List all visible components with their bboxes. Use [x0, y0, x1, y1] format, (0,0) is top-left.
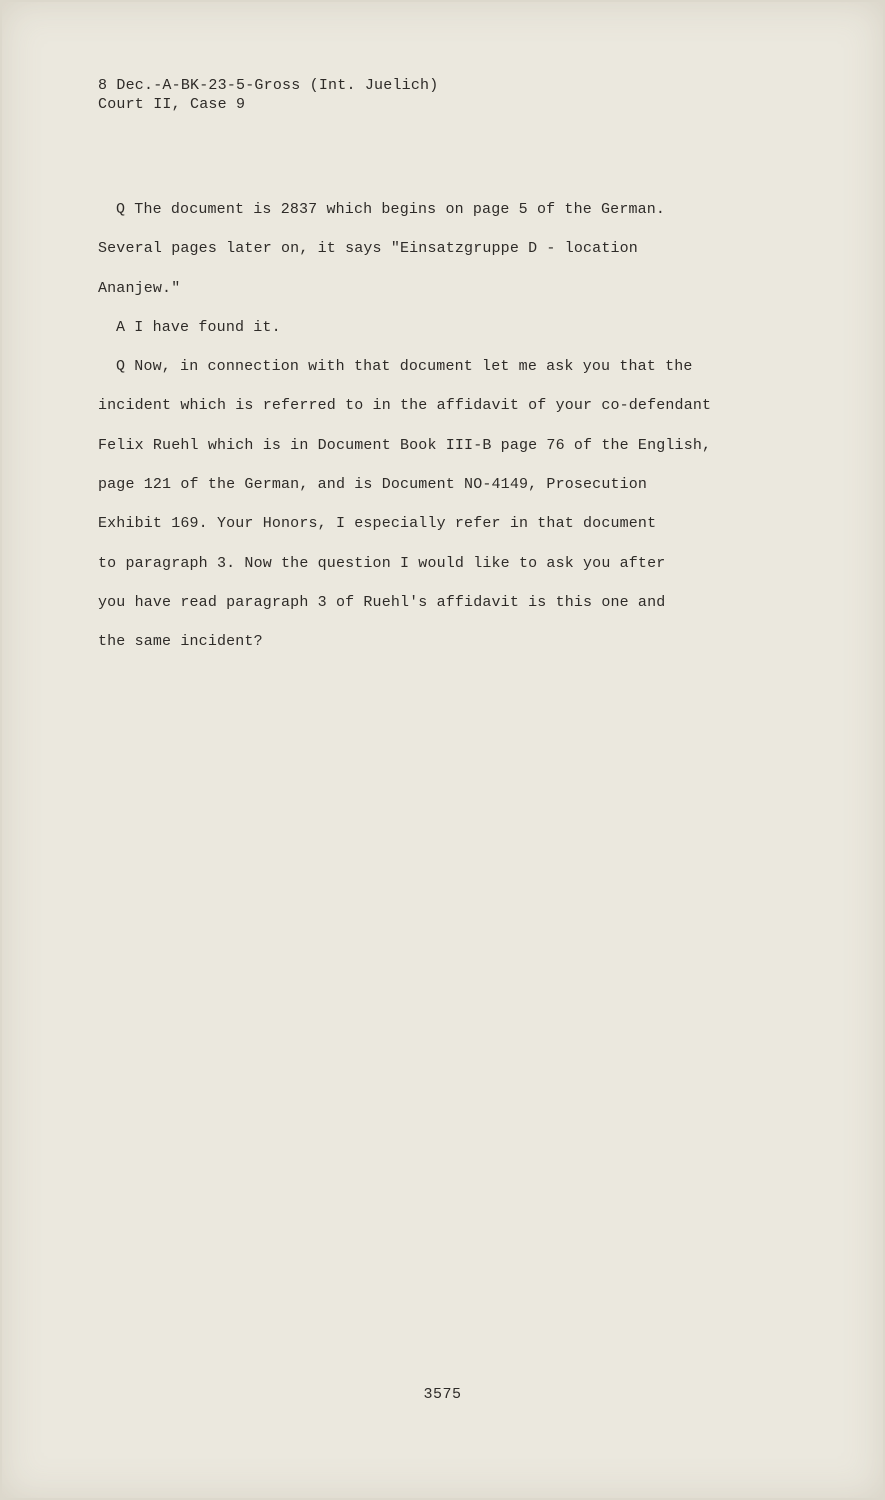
- transcript-line: Exhibit 169. Your Honors, I especially refer in that document: [98, 515, 657, 533]
- document-header: [98, 76, 438, 114]
- transcript-line: Q The document is 2837 which begins on page 5 of the German.: [116, 201, 666, 218]
- transcript-line: you have read paragraph 3 of Ruehl's affidavit is this one and: [98, 593, 666, 611]
- transcript-body: [98, 190, 758, 662]
- transcript-line: to paragraph 3. Now the question I would like to ask you after: [98, 554, 666, 572]
- transcript-line: the same incident?: [98, 633, 263, 651]
- transcript-line: Several pages later on, it says "Einsatzgruppe D - location: [98, 240, 638, 258]
- transcript-line: Felix Ruehl which is in Document Book III-B page 76 of the English,: [98, 436, 712, 454]
- transcript-line: A I have found it.: [116, 318, 281, 336]
- transcript-line: Q Now, in connection with that document let me ask you that the: [116, 358, 693, 376]
- header-session-line: 8 Dec.-A-BK-23-5-Gross (Int. Juelich): [98, 77, 439, 94]
- transcript-line: page 121 of the German, and is Document NO-4149, Prosecution: [98, 476, 648, 494]
- transcript-line: Ananjew.": [98, 279, 181, 297]
- page-number: 3575: [423, 1386, 462, 1403]
- header-court-line: Court II, Case 9: [98, 96, 246, 113]
- transcript-line: incident which is referred to in the affidavit of your co-defendant: [98, 397, 712, 415]
